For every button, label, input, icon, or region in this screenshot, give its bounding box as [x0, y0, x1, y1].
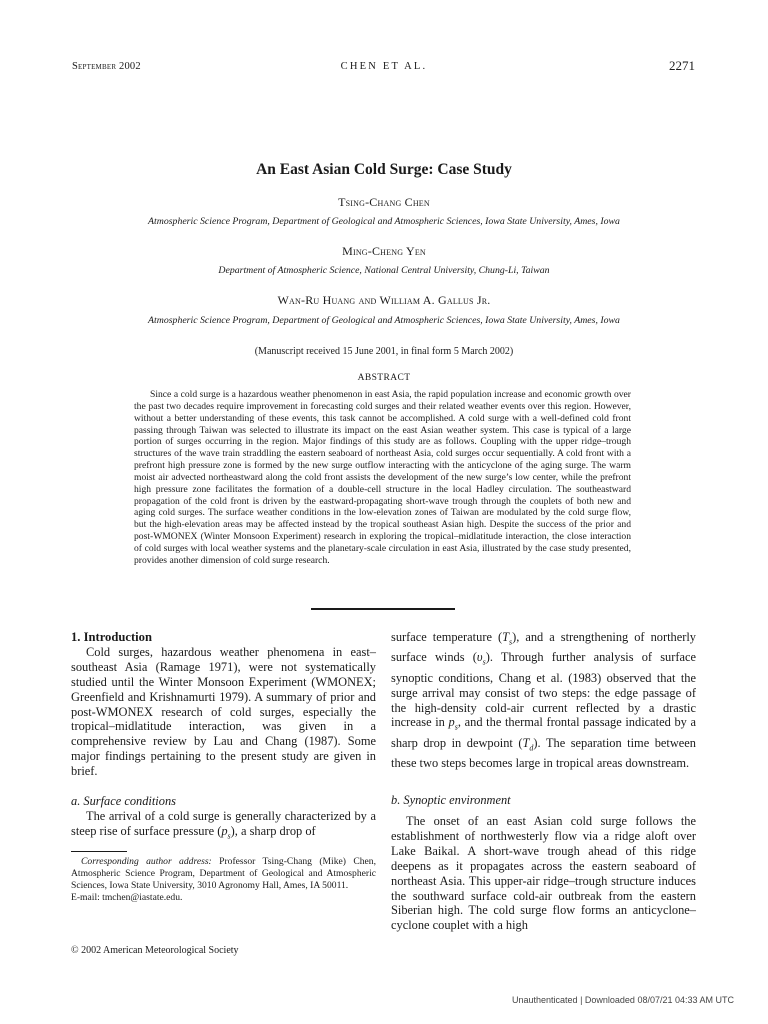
download-stamp: Unauthenticated | Downloaded 08/07/21 04:33 AM UTC	[512, 995, 734, 1005]
right-column	[391, 630, 696, 933]
author-name: Wan-Ru Huang and William A. Gallus Jr.	[277, 293, 491, 307]
copyright: © 2002 American Meteorological Society	[71, 945, 239, 956]
author-affiliation: Atmospheric Science Program, Department of Geological and Atmospheric Sciences, Iowa State University, Ames, Iowa	[148, 315, 620, 326]
running-head-authors: CHEN ET AL.	[340, 61, 428, 72]
footnote-label: Corresponding author address:	[81, 856, 212, 867]
abstract-heading: ABSTRACT	[357, 373, 411, 383]
section-heading: 1. Introduction	[71, 630, 152, 644]
subsection-heading: b. Synoptic environment	[391, 793, 511, 808]
page-number: 2271	[669, 58, 695, 73]
author-name: Ming-Cheng Yen	[342, 244, 426, 258]
paragraph: The onset of an east Asian cold surge follows the establishment of northwesterly flow via a ridge aloft over Lake Baikal. A short-wave trough ahead of this ridge deepens as it propagates across the eastern seaboard of northeast Asia. This upper-air ridge–trough structure induces the southward surface cold-air outbreak from the eastern Siberian high. The cold surge flow forms an anticyclone–cyclone couplet with a high	[391, 814, 696, 933]
footnote: Corresponding author address: Professor Tsing-Chang (Mike) Chen, Atmospheric Science Program, Department of Geological and Atmospheric Sciences, Iowa State University, 3010 Agronomy Hall, Ames, IA 50011. E-mail: tmchen@iastate.edu.	[71, 856, 376, 903]
author-name: Tsing-Chang Chen	[338, 195, 430, 209]
author-affiliation: Atmospheric Science Program, Department of Geological and Atmospheric Sciences, Iowa State University, Ames, Iowa	[148, 216, 620, 227]
footnote-email: E-mail: tmchen@iastate.edu.	[71, 891, 183, 903]
paragraph: surface temperature $(T_s)$, and a strengthening of northerly surface winds $(\upsilon_s)$. Through further analysis of surface synoptic conditions, Chang et al. (1983) observed that the surge arrival may consist of two steps: the edge passage of the high-density cold-air current reflected by a drastic increase in $p_s$, and the thermal frontal passage indicated by a sharp drop in dewpoint $(T_d)$. The separation time between these two steps becomes large in tropical areas downstream.	[391, 630, 696, 771]
manuscript-received: (Manuscript received 15 June 2001, in final form 5 March 2002)	[254, 346, 514, 357]
left-column	[71, 630, 376, 844]
section-divider	[311, 608, 455, 610]
footnote-rule	[71, 851, 127, 852]
subsection-heading: a. Surface conditions	[71, 794, 176, 809]
running-head-date: September 2002	[72, 61, 141, 72]
author-affiliation: Department of Atmospheric Science, National Central University, Chung-Li, Taiwan	[218, 265, 550, 276]
abstract-text: Since a cold surge is a hazardous weather phenomenon in east Asia, the rapid population increase and economic growth over the past two decades require improvement in forecasting cold surges and their related weather events over this region. However, without a better understanding of these events, this task cannot be accomplished. A cold surge with a well-defined cold front passing through Taiwan was selected to illustrate its impact on the east Asian weather system. This case is typical of a large portion of surges occurring in the region. Major findings of this study are as follows. Coupling with the upper ridge–trough structures of the wave train straddling the eastern seaboard of northeast Asia, cold surges occur sequentially. A cold front with a prefront high pressure zone is formed by the new surge outflow interacting with the anticyclone of the aging surge. The warm moist air advected northeastward along the cold front assists the development of the new surge’s low center, while the prefront high pressure zone facilitates the formation of a double-cell structure in the local Hadley circulation. The southeastward propagation of the cold front is driven by the eastward-propagating short-wave trough through the couplets of both new and aging cold surges. The surface weather conditions in the low-elevation zones of Taiwan are modulated by the cold surge flow, but the high-elevation areas may be affected instead by the tropical southeast Asian high. Despite the success of the prior and post-WMONEX (Winter Monsoon Experiment) research in exploring the tropical–midlatitude interaction, the close interaction of cold surges with local weather systems and the planetary-scale circulation in east Asia, illustrated by the case study presented, provides another dimension of cold surge research.	[134, 389, 631, 566]
paper-title: An East Asian Cold Surge: Case Study	[256, 161, 512, 178]
paragraph: The arrival of a cold surge is generally characterized by a steep rise of surface pressure $(p_s)$, a sharp drop of	[71, 808, 376, 841]
paragraph: Cold surges, hazardous weather phenomena in east–southeast Asia (Ramage 1971), were not systematically studied until the Winter Monsoon Experiment (WMONEX; Greenfield and Krishnamurti 1979). A summary of prior and post-WMONEX research of cold surges, especially the tropical–midlatitude interaction, was given in a comprehensive review by Lau and Chang (1987). Some major findings pertaining to the present study are given in brief.	[71, 644, 376, 779]
